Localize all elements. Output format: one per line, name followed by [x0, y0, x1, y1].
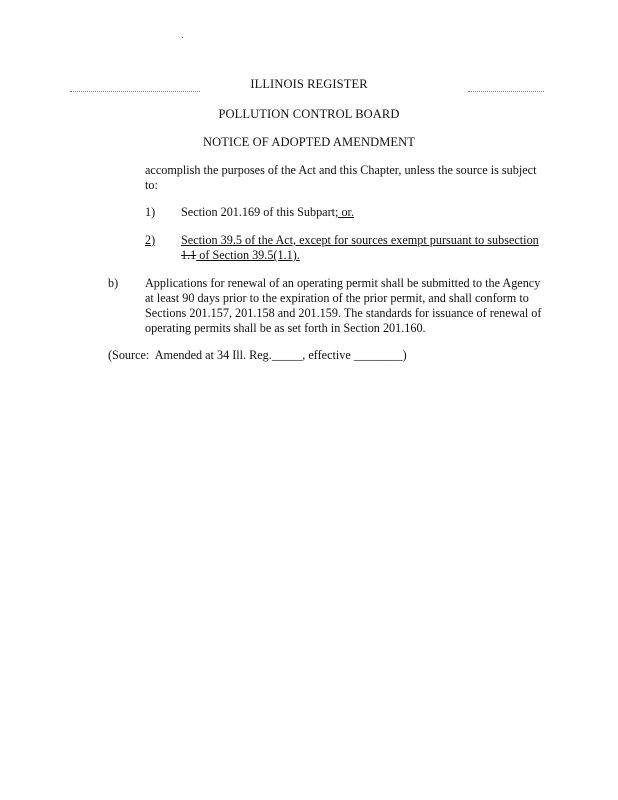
list-marker: 1) [145, 205, 156, 219]
notice-title: NOTICE OF ADOPTED AMENDMENT [202, 135, 416, 149]
inserted-text: of Section 39.5(1.1). [196, 248, 300, 262]
deleted-text: 1.1 [181, 248, 197, 262]
paragraph-line: operating permits shall be as set forth in Section 201.160. [145, 321, 426, 335]
item1-text: Section 201.169 of this Subpart [181, 205, 336, 219]
paragraph-line: Applications for renewal of an operating permit shall be submitted to the Agency [145, 276, 541, 290]
source-note: (Source: Amended at 34 Ill. Reg._____, effective ________) [108, 348, 407, 362]
agency-title: POLLUTION CONTROL BOARD [218, 107, 400, 121]
scan-speck [182, 37, 183, 38]
intro-line: accomplish the purposes of the Act and this Chapter, unless the source is subject [145, 163, 537, 177]
intro-line: to: [145, 178, 158, 192]
register-title: ILLINOIS REGISTER [250, 77, 368, 91]
list-item-text [181, 248, 300, 264]
inserted-text: ; or. [335, 205, 354, 219]
paragraph-line: at least 90 days prior to the expiration of the prior permit, and shall conform to [145, 291, 529, 305]
list-item-text [181, 205, 354, 221]
section-marker: b) [108, 276, 119, 290]
list-marker: 2) [145, 233, 156, 247]
inserted-text: Section 39.5 of the Act, except for sources exempt pursuant to subsection [181, 233, 539, 247]
paragraph-line: Sections 201.157, 201.158 and 201.159. The standards for issuance of renewal of [145, 306, 542, 320]
